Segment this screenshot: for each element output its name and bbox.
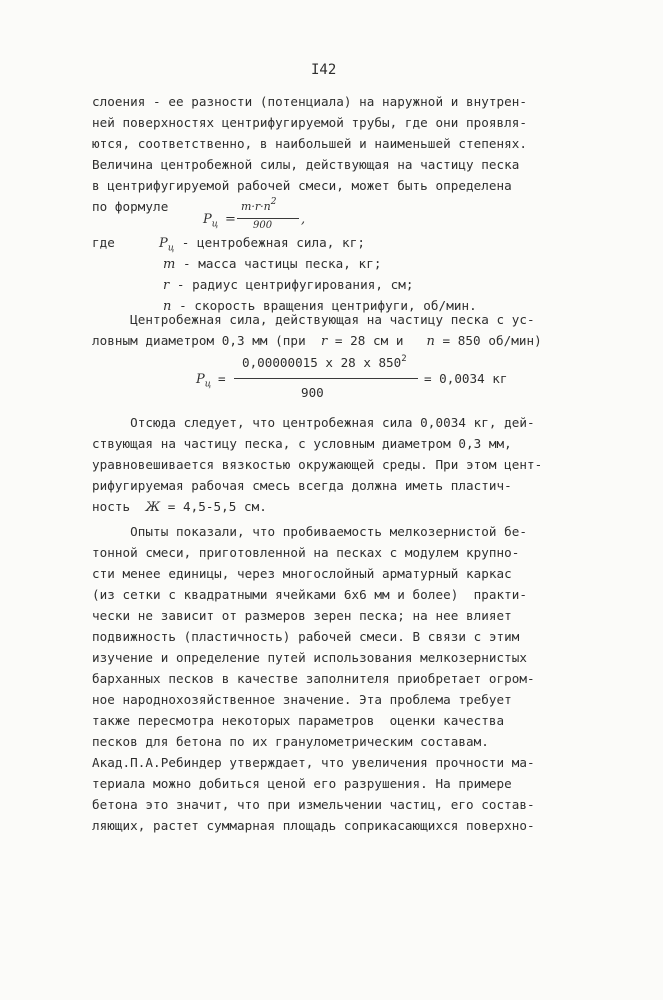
definitions-intro: где [92, 235, 115, 250]
fraction-bar [234, 378, 418, 379]
formula-denominator: 900 [301, 385, 324, 400]
formula-numerator: 0,00000015 x 28 x $850^2$ [242, 354, 407, 370]
text-line: чески не зависит от размеров зерен песка; на нее влияет [92, 608, 512, 623]
definition-item: $P_ц$ - центробежная сила, кг; [159, 235, 365, 254]
fraction-bar [237, 218, 299, 219]
text-line: Акад.П.А.Ребиндер утверждает, что увеличения прочности ма- [92, 755, 535, 770]
text-line: песков для бетона по их гранулометрическим составам. [92, 734, 489, 749]
text-line: слоения - ее разности (потенциала) на наружной и внутрен- [92, 94, 528, 109]
text-line: подвижность (пластичность) рабочей смеси. В связи с этим [92, 629, 520, 644]
text-line: тонной смеси, приготовленной на песках с модулем крупно- [92, 545, 520, 560]
formula-result: = 0,0034 кг [424, 371, 508, 386]
text-line: также пересмотра некоторых параметров оценки качества [92, 713, 505, 728]
formula-trailing: , [301, 212, 306, 227]
text-line: Опыты показали, что пробиваемость мелкозернистой бе- [92, 524, 528, 539]
text-line: ность Ж = 4,5-5,5 см. [92, 499, 267, 515]
text-line: териала можно добиться ценой его разрушения. На примере [92, 776, 512, 791]
definition-item: n - скорость вращения центрифуги, об/мин. [163, 298, 477, 314]
text-line: рифугируемая рабочая смесь всегда должна иметь пластич- [92, 478, 512, 493]
text-line: уравновешивается вязкостью окружающей среды. При этом цент- [92, 457, 543, 472]
text-line: ное народнохозяйственное значение. Эта проблема требует [92, 692, 512, 707]
text-line: по формуле [92, 199, 169, 214]
text-line: Отсюда следует, что центробежная сила 0,0034 кг, дей- [92, 415, 535, 430]
definition-item: m - масса частицы песка, кг; [163, 256, 382, 272]
page-number: I42 [311, 62, 337, 78]
formula-equals: = [225, 212, 236, 227]
text-line: изучение и определение путей использования мелкозернистых [92, 650, 528, 665]
text-line: бетона это значит, что при измельчении частиц, его состав- [92, 797, 535, 812]
formula-numerator: $m\cdot r\cdot n^2$ [241, 197, 277, 213]
formula-lhs: $P_ц$ [196, 372, 212, 390]
definition-item: r - радиус центрифугирования, см; [163, 277, 414, 293]
formula-numeric [196, 355, 576, 405]
text-line: ляющих, растет суммарная площадь соприкасающихся поверхно- [92, 818, 535, 833]
text-line: ствующая на частицу песка, с условным диаметром 0,3 мм, [92, 436, 512, 451]
text-line: Центробежная сила, действующая на частицу песка с ус- [92, 312, 535, 327]
text-line: сти менее единицы, через многослойный арматурный каркас [92, 566, 512, 581]
text-line: ются, соответственно, в наибольшей и наименьшей степенях. [92, 136, 528, 151]
formula-equals: = [218, 371, 226, 386]
text-line: барханных песков в качестве заполнителя приобретает огром- [92, 671, 535, 686]
text-line: ней поверхностях центрифугируемой трубы, где они проявля- [92, 115, 528, 130]
formula-lhs: $P_ц$ [203, 212, 219, 230]
text-line: ловным диаметром 0,3 мм (при r = 28 см и n = 850 об/мин) [92, 333, 542, 349]
formula-denominator: 900 [253, 220, 273, 231]
text-line: в центрифугируемой рабочей смеси, может быть определена [92, 178, 512, 193]
text-line: Величина центробежной силы, действующая на частицу песка [92, 157, 520, 172]
text-line: (из сетки с квадратными ячейками 6х6 мм и более) практи- [92, 587, 528, 602]
